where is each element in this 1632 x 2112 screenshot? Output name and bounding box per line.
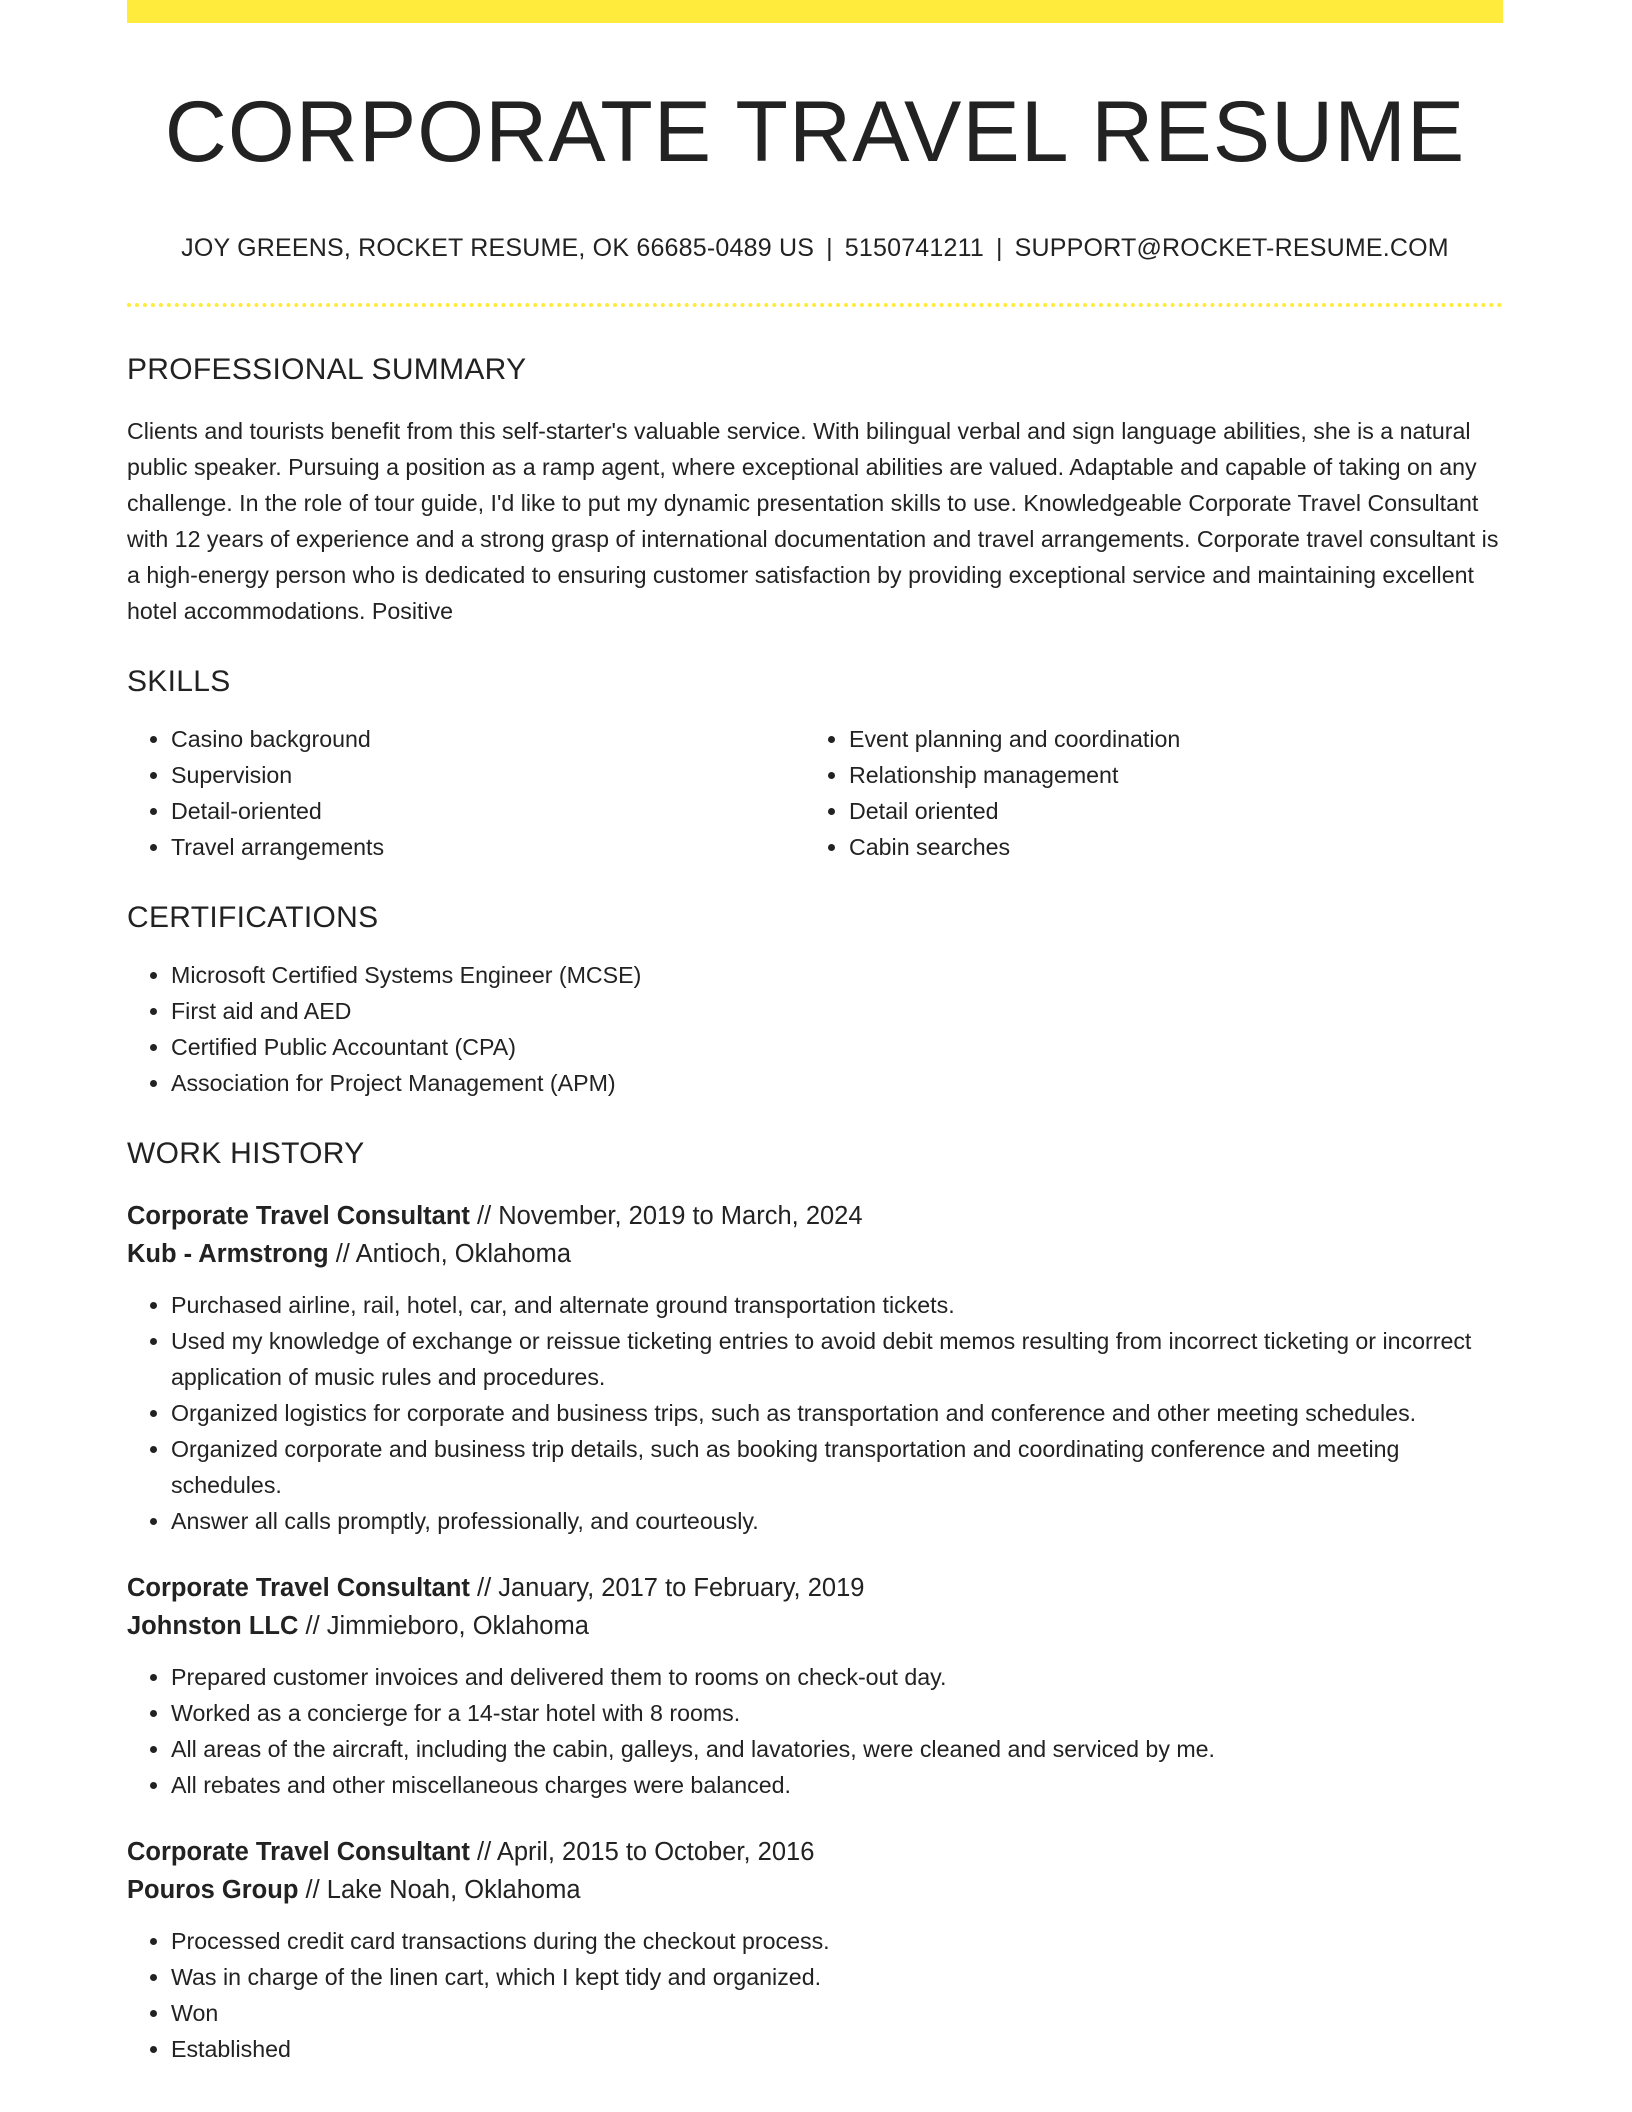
job-company: Johnston LLC — [127, 1611, 299, 1640]
job-company-line — [127, 1607, 1503, 1645]
contact-phone: 5150741211 — [844, 233, 984, 262]
skill-item: • Cabin searches — [849, 829, 1483, 865]
work-history-section — [127, 1137, 1503, 2067]
skill-item: • Casino background — [171, 721, 805, 757]
job-bullet: • Was in charge of the linen cart, which I kept tidy and organized. — [171, 1959, 1503, 1995]
job-company-line — [127, 1235, 1503, 1273]
job-company: Pouros Group — [127, 1875, 299, 1904]
job-location: // Jimmieboro, Oklahoma — [305, 1611, 589, 1640]
certifications-section — [127, 901, 1503, 1101]
job-bullet: • All areas of the aircraft, including the cabin, galleys, and lavatories, were cleaned and serviced by me. — [171, 1731, 1503, 1767]
job-entry — [127, 1569, 1503, 1803]
skill-item: • Detail oriented — [849, 793, 1483, 829]
contact-address: JOY GREENS, ROCKET RESUME, OK 66685-0489 US — [181, 233, 815, 262]
job-bullet: • Organized corporate and business trip details, such as booking transportation and coordinating conference and meeting schedules. — [171, 1431, 1503, 1503]
job-bullet: • Organized logistics for corporate and business trips, such as transportation and conference and other meeting schedules. — [171, 1395, 1503, 1431]
job-title-line — [127, 1197, 1503, 1235]
contact-line — [127, 234, 1503, 263]
summary-section — [127, 353, 1503, 629]
job-bullet: • Used my knowledge of exchange or reissue ticketing entries to avoid debit memos resulting from incorrect ticketing or incorrect application of music rules and procedures. — [171, 1323, 1503, 1395]
job-company-line — [127, 1871, 1503, 1909]
job-bullet: • All rebates and other miscellaneous charges were balanced. — [171, 1767, 1503, 1803]
skills-heading: SKILLS — [127, 664, 231, 698]
job-bullet: • Answer all calls promptly, professionally, and courteously. — [171, 1503, 1503, 1539]
skill-item: • Event planning and coordination — [849, 721, 1483, 757]
top-accent-bar — [127, 0, 1503, 23]
job-location: // Antioch, Oklahoma — [335, 1239, 572, 1268]
skill-item: • Detail-oriented — [171, 793, 805, 829]
contact-separator: | — [995, 233, 1003, 262]
skill-item: • Travel arrangements — [171, 829, 805, 865]
summary-text: Clients and tourists benefit from this self-starter's valuable service. With bilingual verbal and sign language abilities, she is a natural public speaker. Pursuing a position as a ramp agent, where exceptional abilities are valued. Adaptable and capable of taking on any challenge. In the role of tour guide, I'd like to put my dynamic presentation skills to use. Knowledgeable Corporate Travel Consultant with 12 years of experience and a strong grasp of international documentation and travel arrangements. Corporate travel consultant is a high-energy person who is dedicated to ensuring customer satisfaction by providing exceptional service and maintaining excellent hotel accommodations. Positive — [127, 417, 1499, 624]
job-dates: // November, 2019 to March, 2024 — [477, 1201, 863, 1230]
contact-separator: | — [826, 233, 833, 262]
certifications-heading: CERTIFICATIONS — [127, 900, 379, 934]
job-bullet: • Established — [171, 2031, 1503, 2067]
skills-columns — [127, 721, 1503, 865]
certification-item: • Certified Public Accountant (CPA) — [171, 1029, 1503, 1065]
job-bullet: • Purchased airline, rail, hotel, car, and alternate ground transportation tickets. — [171, 1287, 1503, 1323]
summary-heading: PROFESSIONAL SUMMARY — [127, 352, 527, 386]
resume-page — [127, 0, 1503, 2067]
job-company: Kub - Armstrong — [127, 1239, 329, 1268]
job-title: Corporate Travel Consultant — [127, 1573, 470, 1602]
certification-item: • Association for Project Management (APM) — [171, 1065, 1503, 1101]
job-dates: // April, 2015 to October, 2016 — [477, 1837, 815, 1866]
certification-item: • First aid and AED — [171, 993, 1503, 1029]
job-title: Corporate Travel Consultant — [127, 1201, 470, 1230]
resume-title: CORPORATE TRAVEL RESUME — [164, 84, 1466, 180]
certification-item: • Microsoft Certified Systems Engineer (MCSE) — [171, 957, 1503, 993]
skills-left-column — [127, 721, 805, 865]
job-title-line — [127, 1833, 1503, 1871]
job-entry — [127, 1833, 1503, 2067]
job-bullet: • Processed credit card transactions during the checkout process. — [171, 1923, 1503, 1959]
job-bullet: • Prepared customer invoices and delivered them to rooms on check-out day. — [171, 1659, 1503, 1695]
skill-item: • Supervision — [171, 757, 805, 793]
skill-item: • Relationship management — [849, 757, 1483, 793]
job-dates: // January, 2017 to February, 2019 — [477, 1573, 865, 1602]
dotted-divider — [127, 303, 1503, 307]
skills-section — [127, 665, 1503, 865]
job-location: // Lake Noah, Oklahoma — [305, 1875, 581, 1904]
skills-right-column — [805, 721, 1483, 865]
job-title-line — [127, 1569, 1503, 1607]
job-bullet: • Won — [171, 1995, 1503, 2031]
job-bullet: • Worked as a concierge for a 14-star hotel with 8 rooms. — [171, 1695, 1503, 1731]
job-entry — [127, 1197, 1503, 1539]
work-history-heading: WORK HISTORY — [127, 1136, 365, 1170]
job-title: Corporate Travel Consultant — [127, 1837, 470, 1866]
contact-email: SUPPORT@ROCKET-RESUME.COM — [1014, 233, 1449, 262]
